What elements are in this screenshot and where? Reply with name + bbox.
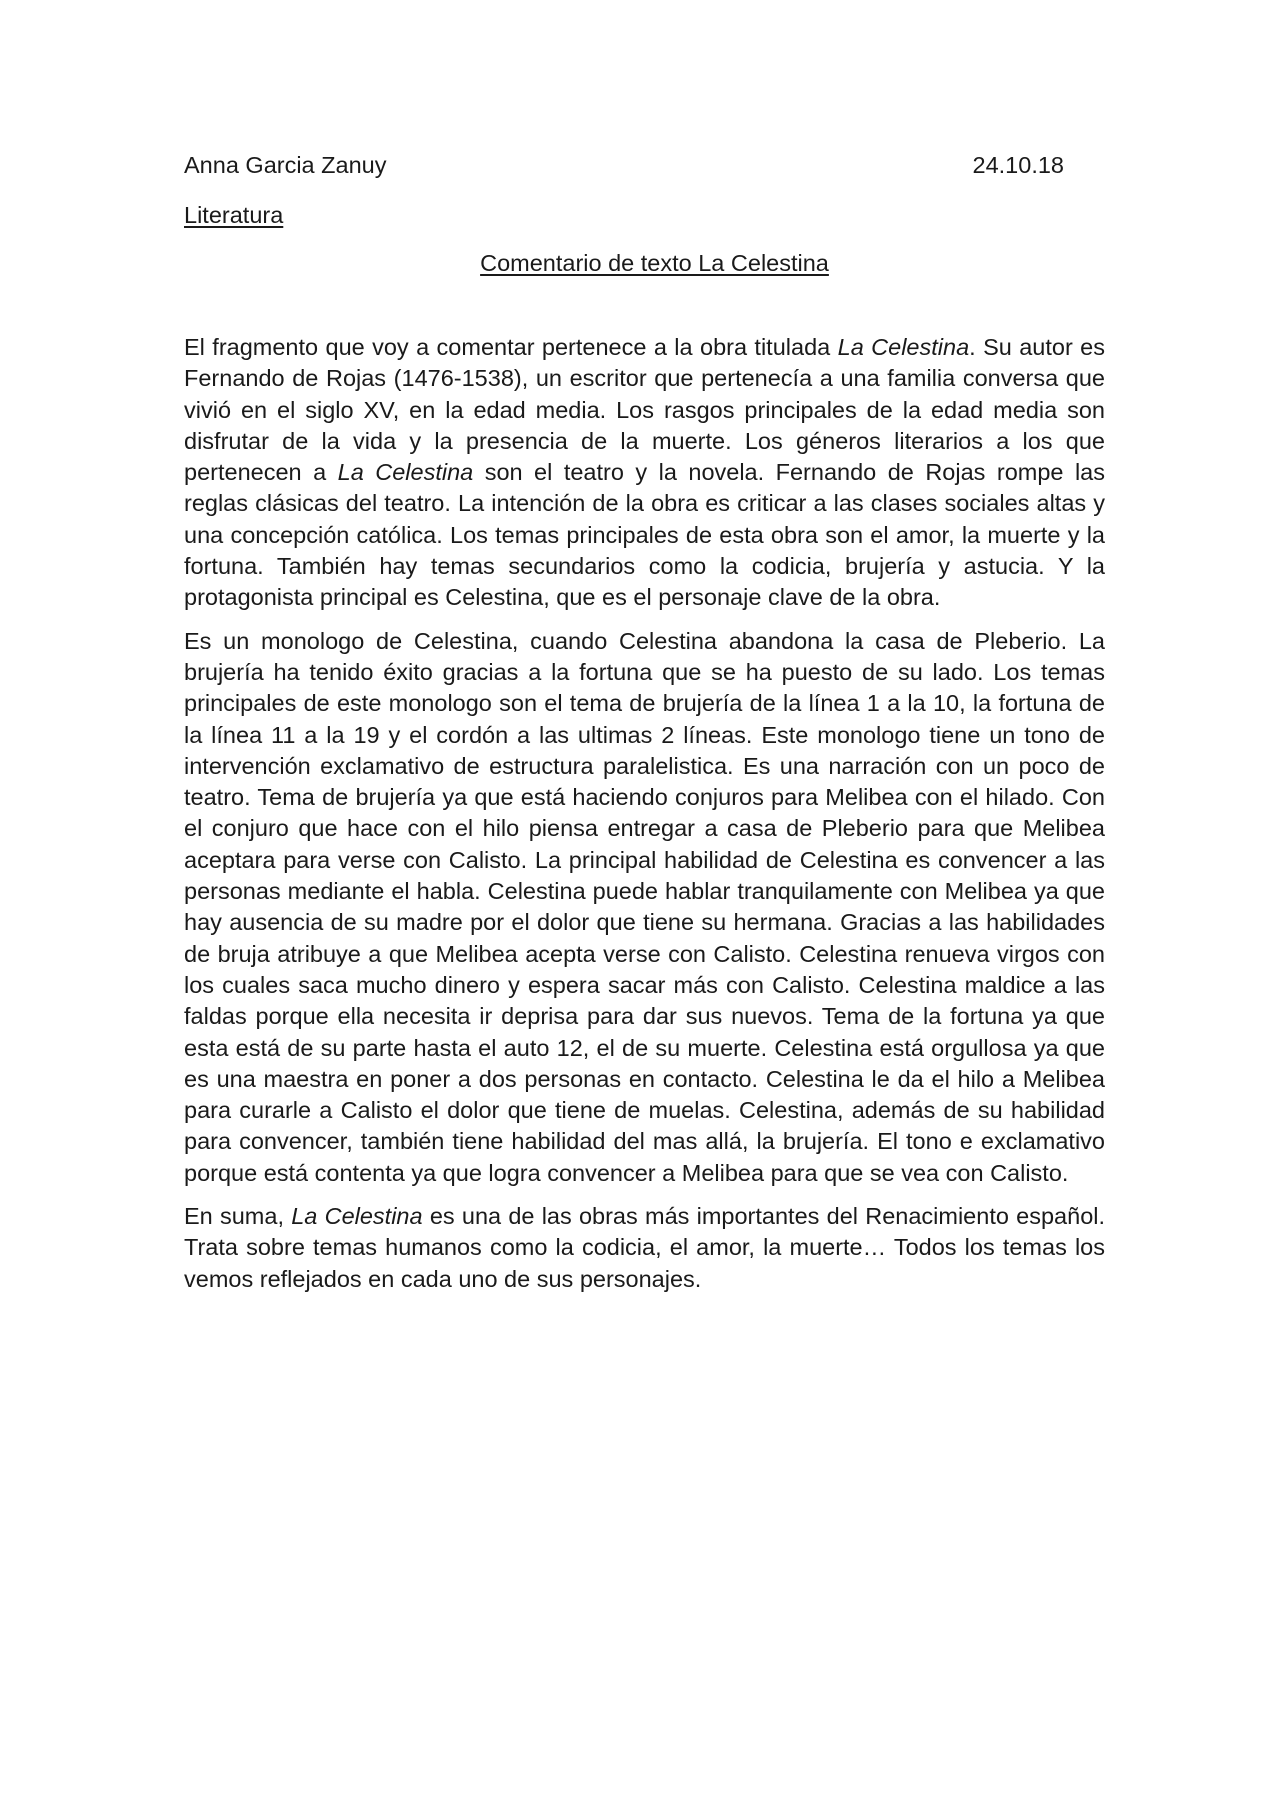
document-date: 24.10.18 xyxy=(972,152,1064,178)
paragraph-conclusion-part-a: En suma, xyxy=(184,1203,292,1230)
paragraph-intro-part-a: El fragmento que voy a comentar pertenece a la obra titulada xyxy=(184,334,838,360)
body-text xyxy=(184,332,1105,1295)
subject-line xyxy=(184,200,1105,230)
work-title-italic: La Celestina xyxy=(291,1203,423,1230)
header-row xyxy=(184,150,1064,180)
paragraph-intro-part-c: son el teatro y la novela. Fernando de Rojas rompe las reglas clásicas del teatro. La intención de la obra es criticar a las clases sociales altas y una concepción católica. Los temas principales de esta obra son el amor, la muerte y la fortuna. También hay temas secundarios como la codicia, brujería y astucia. Y la protagonista principal es Celestina, que es el personaje clave de la obra. xyxy=(184,459,1105,611)
work-title-italic: La Celestina xyxy=(337,459,474,486)
paragraph-intro xyxy=(184,332,1105,614)
subject-label: Literatura xyxy=(184,202,284,228)
title-text: Comentario de texto La Celestina xyxy=(480,250,829,276)
document-title xyxy=(184,248,1105,278)
paragraph-conclusion xyxy=(184,1201,1105,1295)
work-title-italic: La Celestina xyxy=(837,334,970,360)
document-page xyxy=(184,150,1105,1307)
paragraph-conclusion-part-b: es una de las obras más importantes del Renacimiento español. Trata sobre temas humanos como la codicia, el amor, la muerte… Todos los temas los vemos reflejados en cada uno de sus personajes. xyxy=(184,1203,1106,1292)
paragraph-intro-part-b: . Su autor es Fernando de Rojas (1476-1538), un escritor que pertenecía a una familia conversa que vivió en el siglo XV, en la edad media. Los rasgos principales de la edad media son disfrutar de la vida y la presencia de la muerte. Los géneros literarios a los que pertenecen a xyxy=(184,334,1105,486)
paragraph-analysis: Es un monologo de Celestina, cuando Celestina abandona la casa de Pleberio. La brujería ha tenido éxito gracias a la fortuna que se ha puesto de su lado. Los temas principales de este monologo son el tema de brujería de la línea 1 a la 10, la fortuna de la línea 11 a la 19 y el cordón a las ultimas 2 líneas. Este monologo tiene un tono de intervención exclamativo de estructura paralelistica. Es una narración con un poco de teatro. Tema de brujería ya que está haciendo conjuros para Melibea con el hilado. Con el conjuro que hace con el hilo piensa entregar a casa de Pleberio para que Melibea aceptara para verse con Calisto. La principal habilidad de Celestina es convencer a las personas mediante el habla. Celestina puede hablar tranquilamente con Melibea ya que hay ausencia de su madre por el dolor que tiene su hermana. Gracias a las habilidades de bruja atribuye a que Melibea acepta verse con Calisto. Celestina renueva virgos con los cuales saca mucho dinero y espera sacar más con Calisto. Celestina maldice a las faldas porque ella necesita ir deprisa para dar sus nuevos. Tema de la fortuna ya que esta está de su parte hasta el auto 12, el de su muerte. Celestina está orgullosa ya que es una maestra en poner a dos personas en contacto. Celestina le da el hilo a Melibea para curarle a Calisto el dolor que tiene de muelas. Celestina, además de su habilidad para convencer, también tiene habilidad del mas allá, la brujería. El tono e exclamativo porque está contenta ya que logra convencer a Melibea para que se vea con Calisto. xyxy=(184,627,1105,1186)
author-name: Anna Garcia Zanuy xyxy=(184,152,387,178)
